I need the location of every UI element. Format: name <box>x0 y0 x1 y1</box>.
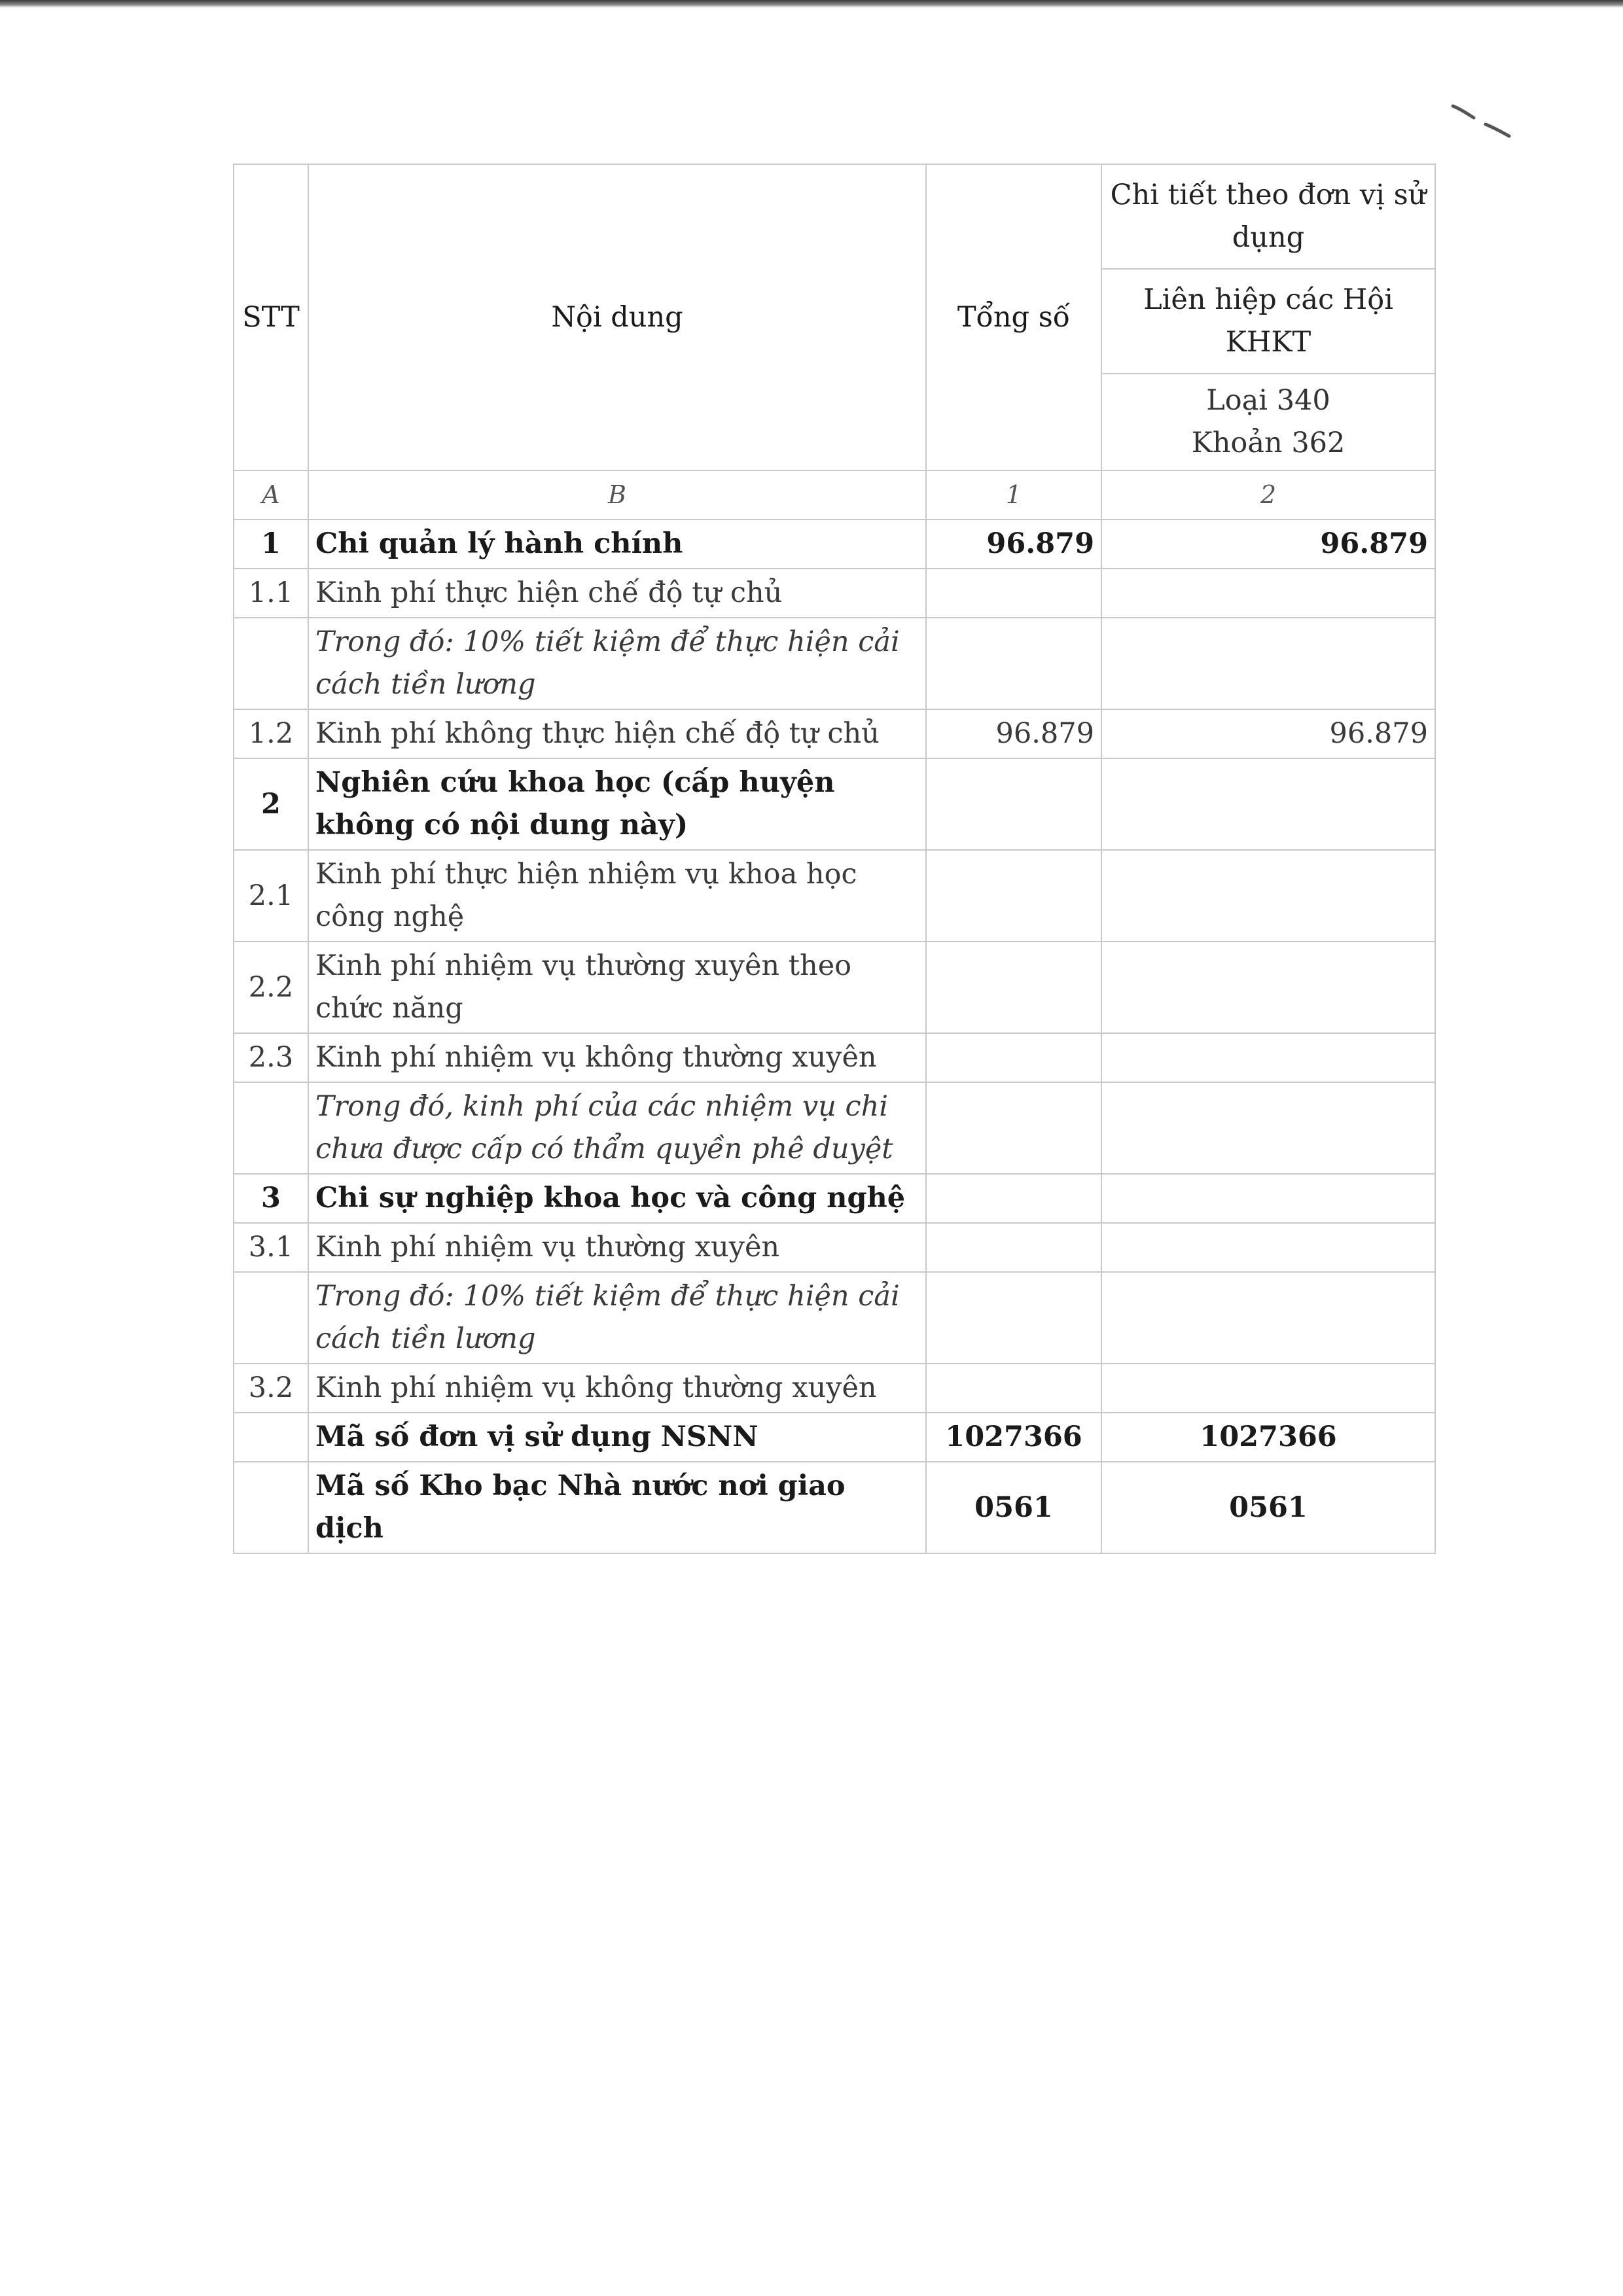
row-unit-value <box>1101 850 1435 942</box>
row-content: Trong đó, kinh phí của các nhiệm vụ chi chưa được cấp có thẩm quyền phê duyệt <box>308 1082 926 1174</box>
row-content: Kinh phí nhiệm vụ không thường xuyên <box>308 1364 926 1413</box>
row-unit-value: 1027366 <box>1101 1413 1435 1462</box>
row-unit-value <box>1101 1223 1435 1272</box>
row-total <box>926 1272 1101 1364</box>
row-unit-value <box>1101 1082 1435 1174</box>
row-content: Mã số đơn vị sử dụng NSNN <box>308 1413 926 1462</box>
header-detail: Chi tiết theo đơn vị sử dụng <box>1101 164 1435 269</box>
row-content: Kinh phí nhiệm vụ không thường xuyên <box>308 1033 926 1082</box>
table-row <box>234 758 1435 850</box>
column-index-row <box>234 470 1435 520</box>
pen-mark-icon <box>1446 98 1525 150</box>
budget-table <box>233 164 1436 1554</box>
row-content: Kinh phí thực hiện nhiệm vụ khoa học công nghệ <box>308 850 926 942</box>
table-row <box>234 1174 1435 1223</box>
header-unit-name: Liên hiệp các Hội KHKT <box>1101 269 1435 374</box>
row-unit-value <box>1101 569 1435 618</box>
row-unit-value <box>1101 758 1435 850</box>
index-1: 1 <box>926 470 1101 520</box>
row-unit-value <box>1101 618 1435 709</box>
row-content: Kinh phí không thực hiện chế độ tự chủ <box>308 709 926 758</box>
index-2: 2 <box>1101 470 1435 520</box>
row-stt: 3.1 <box>234 1223 308 1272</box>
row-stt: 2.2 <box>234 942 308 1033</box>
header-stt: STT <box>234 164 308 470</box>
row-total <box>926 1174 1101 1223</box>
table-row <box>234 1223 1435 1272</box>
table-row <box>234 1413 1435 1462</box>
table-row <box>234 520 1435 569</box>
row-total: 96.879 <box>926 520 1101 569</box>
table-row <box>234 1462 1435 1553</box>
table-row <box>234 1033 1435 1082</box>
row-unit-value <box>1101 1272 1435 1364</box>
row-stt <box>234 618 308 709</box>
row-total: 1027366 <box>926 1413 1101 1462</box>
table-row <box>234 1272 1435 1364</box>
header-row <box>234 164 1435 269</box>
row-unit-value: 0561 <box>1101 1462 1435 1553</box>
row-stt: 1 <box>234 520 308 569</box>
index-b: B <box>308 470 926 520</box>
table-row <box>234 618 1435 709</box>
row-total <box>926 758 1101 850</box>
header-budget-code <box>1101 374 1435 470</box>
header-loai: Loại 340 <box>1206 384 1330 417</box>
table-row <box>234 942 1435 1033</box>
row-content: Kinh phí thực hiện chế độ tự chủ <box>308 569 926 618</box>
header-total: Tổng số <box>926 164 1101 470</box>
row-unit-value: 96.879 <box>1101 520 1435 569</box>
row-content: Chi quản lý hành chính <box>308 520 926 569</box>
row-content: Kinh phí nhiệm vụ thường xuyên <box>308 1223 926 1272</box>
row-stt: 3.2 <box>234 1364 308 1413</box>
row-content: Trong đó: 10% tiết kiệm để thực hiện cải cách tiền lương <box>308 1272 926 1364</box>
row-total <box>926 618 1101 709</box>
row-unit-value <box>1101 1033 1435 1082</box>
row-unit-value <box>1101 942 1435 1033</box>
row-stt: 2 <box>234 758 308 850</box>
row-content: Mã số Kho bạc Nhà nước nơi giao dịch <box>308 1462 926 1553</box>
row-content: Trong đó: 10% tiết kiệm để thực hiện cải cách tiền lương <box>308 618 926 709</box>
row-stt <box>234 1462 308 1553</box>
row-total <box>926 850 1101 942</box>
row-stt: 3 <box>234 1174 308 1223</box>
scan-top-edge <box>0 0 1623 8</box>
row-content: Kinh phí nhiệm vụ thường xuyên theo chức năng <box>308 942 926 1033</box>
table-row <box>234 1082 1435 1174</box>
table-row <box>234 850 1435 942</box>
table-row <box>234 569 1435 618</box>
row-content: Nghiên cứu khoa học (cấp huyện không có nội dung này) <box>308 758 926 850</box>
row-content: Chi sự nghiệp khoa học và công nghệ <box>308 1174 926 1223</box>
row-stt <box>234 1413 308 1462</box>
row-total <box>926 942 1101 1033</box>
row-stt: 2.1 <box>234 850 308 942</box>
row-total <box>926 1082 1101 1174</box>
row-unit-value <box>1101 1364 1435 1413</box>
row-unit-value: 96.879 <box>1101 709 1435 758</box>
row-total <box>926 1364 1101 1413</box>
table-row <box>234 709 1435 758</box>
row-stt: 1.2 <box>234 709 308 758</box>
table-row <box>234 1364 1435 1413</box>
row-stt: 2.3 <box>234 1033 308 1082</box>
row-unit-value <box>1101 1174 1435 1223</box>
header-khoan: Khoản 362 <box>1191 427 1346 459</box>
row-total <box>926 1033 1101 1082</box>
index-a: A <box>234 470 308 520</box>
row-stt <box>234 1272 308 1364</box>
row-total <box>926 1223 1101 1272</box>
row-stt <box>234 1082 308 1174</box>
row-stt: 1.1 <box>234 569 308 618</box>
header-content: Nội dung <box>308 164 926 470</box>
row-total: 0561 <box>926 1462 1101 1553</box>
row-total <box>926 569 1101 618</box>
row-total: 96.879 <box>926 709 1101 758</box>
